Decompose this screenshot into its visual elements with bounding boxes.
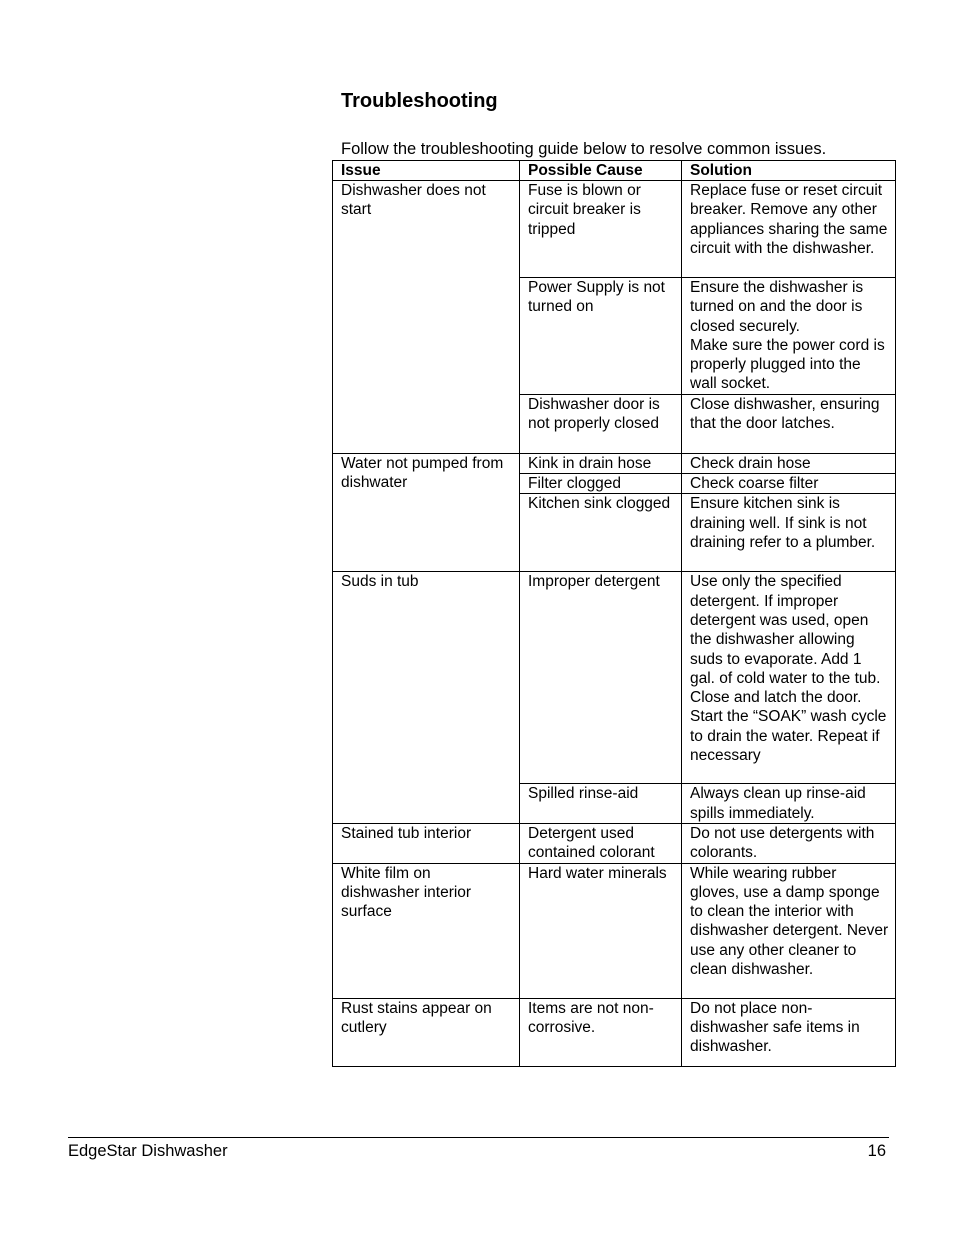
cause-cell: Hard water minerals [520, 863, 682, 998]
header-possible-cause: Possible Cause [520, 161, 682, 181]
header-solution: Solution [682, 161, 896, 181]
cause-cell: Kink in drain hose [520, 453, 682, 473]
cause-cell: Items are not non-corrosive. [520, 998, 682, 1066]
solution-cell: Always clean up rinse-aid spills immediately. [682, 784, 896, 824]
solution-cell: Ensure the dishwasher is turned on and the door is closed securely. Make sure the power cord is properly plugged into the wall socket. [682, 278, 896, 395]
table-row [333, 863, 896, 998]
page-title: Troubleshooting [341, 90, 498, 112]
intro-text: Follow the troubleshooting guide below to resolve common issues. [341, 140, 827, 158]
solution-cell: Use only the specified detergent. If improper detergent was used, open the dishwasher allowing suds to evaporate. Add 1 gal. of cold water to the tub. Close and latch the door. Start the “SOAK” wash cycle to drain the water. Repeat if necessary [682, 572, 896, 784]
cause-cell: Filter clogged [520, 474, 682, 494]
footer-product-name: EdgeStar Dishwasher [68, 1142, 228, 1160]
cause-cell: Kitchen sink clogged [520, 494, 682, 572]
issue-cell: White film on dishwasher interior surface [333, 863, 520, 998]
cause-cell: Fuse is blown or circuit breaker is tripped [520, 181, 682, 278]
table-header-row [333, 161, 896, 181]
solution-cell: Ensure kitchen sink is draining well. If sink is not draining refer to a plumber. [682, 494, 896, 572]
cause-cell: Power Supply is not turned on [520, 278, 682, 395]
table-row [333, 998, 896, 1066]
solution-cell: Do not use detergents with colorants. [682, 823, 896, 863]
issue-cell: Water not pumped from dishwater [333, 453, 520, 572]
issue-cell: Stained tub interior [333, 823, 520, 863]
solution-cell: While wearing rubber gloves, use a damp sponge to clean the interior with dishwasher detergent. Never use any other cleaner to clean dishwasher. [682, 863, 896, 998]
table-row [333, 181, 896, 278]
table-row [333, 823, 896, 863]
footer-divider [68, 1137, 889, 1138]
cause-cell: Dishwasher door is not properly closed [520, 394, 682, 453]
issue-cell: Suds in tub [333, 572, 520, 824]
table-row [333, 453, 896, 473]
table-row [333, 572, 896, 784]
page-number: 16 [867, 1142, 886, 1160]
solution-cell: Replace fuse or reset circuit breaker. Remove any other appliances sharing the same circuit with the dishwasher. [682, 181, 896, 278]
cause-cell: Detergent used contained colorant [520, 823, 682, 863]
solution-cell: Check coarse filter [682, 474, 896, 494]
cause-cell: Spilled rinse-aid [520, 784, 682, 824]
header-issue: Issue [333, 161, 520, 181]
issue-cell: Dishwasher does not start [333, 181, 520, 454]
solution-cell: Do not place non-dishwasher safe items in dishwasher. [682, 998, 896, 1066]
troubleshooting-table [332, 160, 896, 1067]
solution-cell: Check drain hose [682, 453, 896, 473]
cause-cell: Improper detergent [520, 572, 682, 784]
solution-cell: Close dishwasher, ensuring that the door latches. [682, 394, 896, 453]
issue-cell: Rust stains appear on cutlery [333, 998, 520, 1066]
